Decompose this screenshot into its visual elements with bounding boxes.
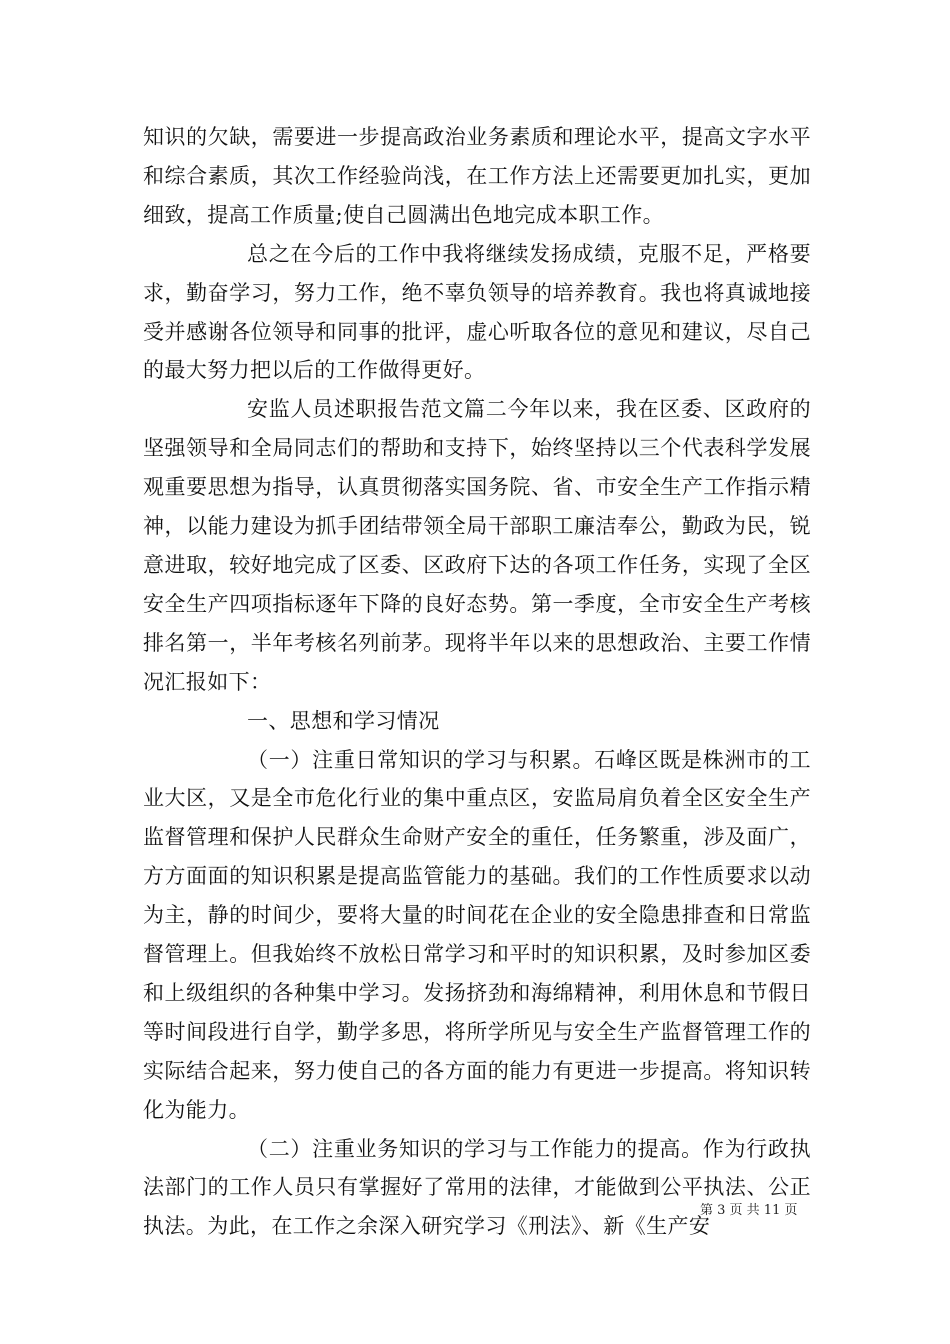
document-body — [143, 118, 811, 1246]
section-heading: 一、思想和学习情况 — [247, 708, 440, 733]
page-number-footer: 第 3 页 共 11 页 — [700, 1203, 798, 1218]
paragraph-2: 总之在今后的工作中我将继续发扬成绩，克服不足，严格要求，勤奋学习，努力工作，绝不辜负领导的培养教育。我也将真诚地接受并感谢各位领导和同事的批评，虚心听取各位的意见和建议，尽自己的最大努力把以后的工作做得更好。 — [143, 241, 811, 383]
paragraph-3: 安监人员述职报告范文篇二今年以来，我在区委、区政府的坚强领导和全局同志们的帮助和支持下，始终坚持以三个代表科学发展观重要思想为指导，认真贯彻落实国务院、省、市安全生产工作指示精神，以能力建设为抓手团结带领全局干部职工廉洁奉公，勤政为民，锐意进取，较好地完成了区委、区政府下达的各项工作任务，实现了全区安全生产四项指标逐年下降的良好态势。第一季度，全市安全生产考核排名第一，半年考核名列前茅。现将半年以来的思想政治、主要工作情况汇报如下： — [143, 397, 811, 694]
paragraph-5: （二）注重业务知识的学习与工作能力的提高。作为行政执法部门的工作人员只有掌握好了常用的法律，才能做到公平执法、公正执法。为此，在工作之余深入研究学习《刑法》、新《生产安 — [143, 1136, 811, 1239]
paragraph-1: 知识的欠缺，需要进一步提高政治业务素质和理论水平，提高文字水平和综合素质，其次工作经验尚浅，在工作方法上还需要更加扎实，更加细致，提高工作质量;使自己圆满出色地完成本职工作。 — [143, 125, 811, 227]
paragraph-4: （一）注重日常知识的学习与积累。石峰区既是株洲市的工业大区，又是全市危化行业的集中重点区，安监局肩负着全区安全生产监督管理和保护人民群众生命财产安全的重任，任务繁重，涉及面广，方方面面的知识积累是提高监管能力的基础。我们的工作性质要求以动为主，静的时间少，要将大量的时间花在企业的安全隐患排查和日常监督管理上。但我始终不放松日常学习和平时的知识积累，及时参加区委和上级组织的各种集中学习。发扬挤劲和海绵精神，利用休息和节假日等时间段进行自学，勤学多思，将所学所见与安全生产监督管理工作的实际结合起来，努力使自己的各方面的能力有更进一步提高。将知识转化为能力。 — [143, 747, 811, 1122]
